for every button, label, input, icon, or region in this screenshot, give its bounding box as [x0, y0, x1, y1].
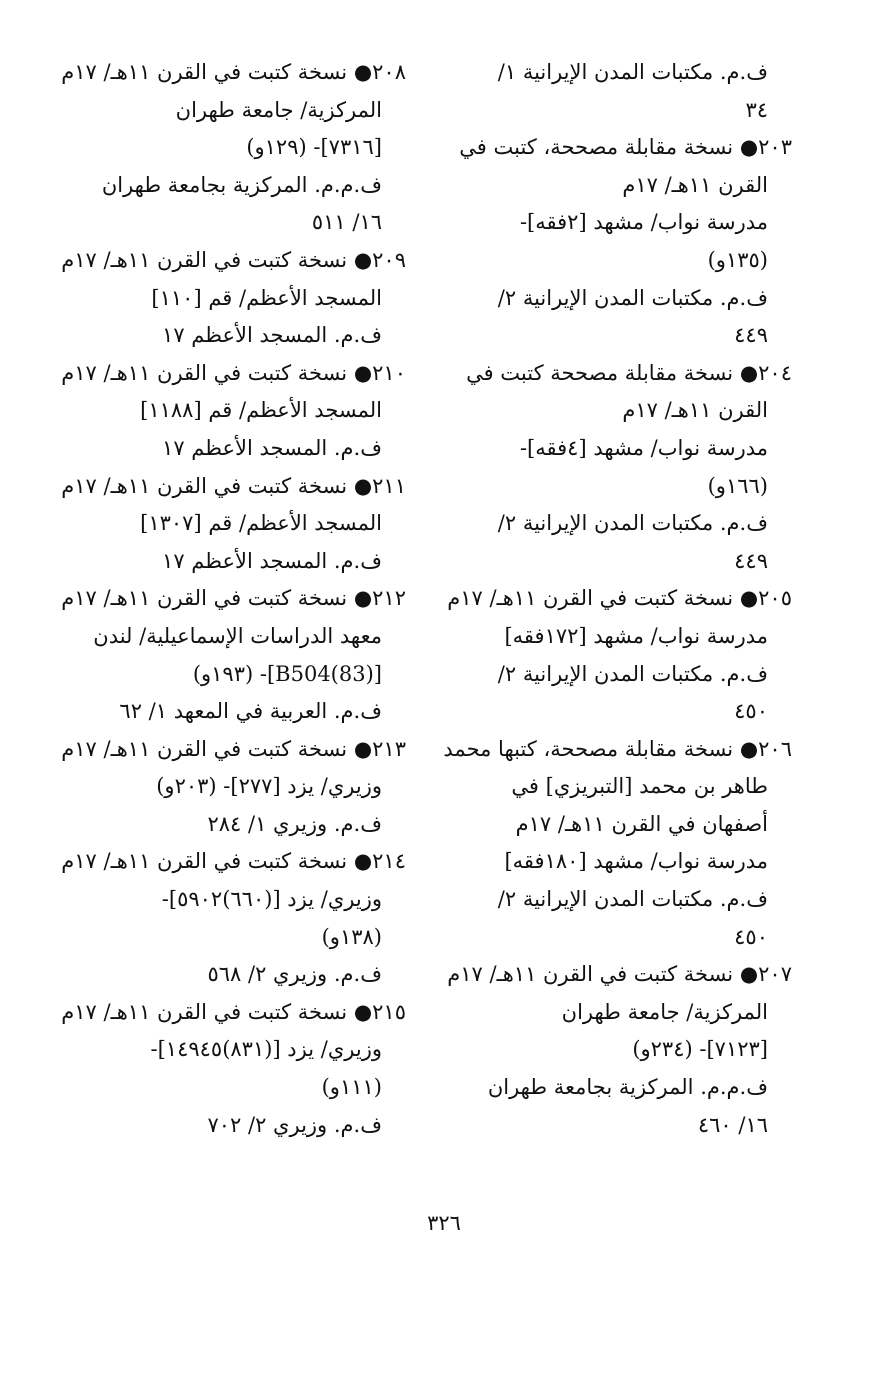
- entry-detail-line: ف.م. العربية في المعهد ١/ ٦٢: [119, 699, 382, 724]
- entry-heading-line: ٢١١● نسخة كتبت في القرن ١١هـ/ ١٧م: [61, 473, 406, 498]
- entry-detail-line: طاهر بن محمد [التبريزي] في: [511, 774, 768, 799]
- entry-detail-line: ف.م. وزيري ٢/ ٧٠٢: [207, 1112, 382, 1137]
- entry-detail-line: ف.م. مكتبات المدن الإيرانية ٢/: [497, 887, 768, 912]
- entry-heading-line: ٢١٣● نسخة كتبت في القرن ١١هـ/ ١٧م: [61, 736, 406, 761]
- entry-heading-line: ٢٠٧● نسخة كتبت في القرن ١١هـ/ ١٧م: [447, 962, 792, 987]
- entry-detail-line: وزيري/ يزد [(٨٣١)١٤٩٤٥]-: [150, 1037, 382, 1062]
- entry-detail-line: ف.م. المسجد الأعظم ١٧: [162, 548, 382, 573]
- entry-heading-line: ٢٠٥● نسخة كتبت في القرن ١١هـ/ ١٧م: [447, 586, 792, 611]
- entry-heading-line: ٢١٢● نسخة كتبت في القرن ١١هـ/ ١٧م: [61, 586, 406, 611]
- entry-detail-line: ف.م.م. المركزية بجامعة طهران: [487, 1075, 768, 1100]
- entry-detail-line: المسجد الأعظم/ قم [١١٨٨]: [140, 398, 382, 423]
- right-column: [443, 54, 792, 1144]
- entry-detail-line: (١٦٦و): [707, 473, 768, 498]
- entry-heading-line: ٢٠٣● نسخة مقابلة مصححة، كتبت في: [459, 135, 792, 160]
- entry-detail-line: ١٦/ ٤٦٠: [697, 1112, 768, 1137]
- entry-detail-line: ٤٤٩: [734, 548, 768, 573]
- entry-detail-line: ١٦/ ٥١١: [311, 210, 382, 235]
- entry-detail-line: (١١١و): [321, 1075, 382, 1100]
- entry-detail-line: ف.م. مكتبات المدن الإيرانية ٢/: [497, 661, 768, 686]
- entry-detail-line: وزيري/ يزد [(٦٦٠)٥٩٠٢]-: [161, 887, 382, 912]
- entry-detail-line: المركزية/ جامعة طهران: [175, 97, 382, 122]
- entry-detail-line: مدرسة نواب/ مشهد [٤فقه]-: [519, 435, 768, 460]
- entry-detail-line: ف.م. وزيري ٢/ ٥٦٨: [207, 962, 382, 987]
- entry-detail-line: ٤٥٠: [734, 699, 768, 724]
- entry-heading-line: ٢١٤● نسخة كتبت في القرن ١١هـ/ ١٧م: [61, 849, 406, 874]
- page-number: ٣٢٦: [427, 1211, 461, 1235]
- entry-detail-line: (١٣٨و): [321, 924, 382, 949]
- entry-detail-line: ف.م.م. المركزية بجامعة طهران: [101, 172, 382, 197]
- entry-heading-line: ٢٠٨● نسخة كتبت في القرن ١١هـ/ ١٧م: [61, 60, 406, 84]
- entry-detail-line: وزيري/ يزد [٢٧٧]- (٢٠٣و): [156, 774, 382, 799]
- entry-detail-line: ف.م. مكتبات المدن الإيرانية ١/: [497, 60, 768, 84]
- entry-detail-line: معهد الدراسات الإسماعيلية/ لندن: [93, 623, 382, 648]
- entry-detail-line: (١٣٥و): [707, 247, 768, 272]
- entry-detail-line: مدرسة نواب/ مشهد [٢فقه]-: [519, 210, 768, 235]
- entry-detail-line: القرن ١١هـ/ ١٧م: [622, 398, 768, 423]
- entry-detail-line: المركزية/ جامعة طهران: [561, 999, 768, 1024]
- entry-detail-line: ف.م. مكتبات المدن الإيرانية ٢/: [497, 511, 768, 536]
- entry-detail-line: [٧١٢٣]- (٢٣٤و): [632, 1037, 768, 1062]
- entry-detail-line: ف.م. مكتبات المدن الإيرانية ٢/: [497, 285, 768, 310]
- entry-heading-line: ٢١٠● نسخة كتبت في القرن ١١هـ/ ١٧م: [61, 360, 406, 385]
- entry-heading-line: ٢١٥● نسخة كتبت في القرن ١١هـ/ ١٧م: [61, 999, 406, 1024]
- entry-heading-line: ٢٠٤● نسخة مقابلة مصححة كتبت في: [466, 360, 792, 385]
- entry-detail-line: ٤٤٩: [734, 323, 768, 348]
- entry-detail-line: أصفهان في القرن ١١هـ/ ١٧م: [515, 811, 768, 836]
- entry-detail-line: مدرسة نواب/ مشهد [١٧٢فقه]: [504, 623, 768, 648]
- entry-detail-line: المسجد الأعظم/ قم [١١٠]: [151, 285, 382, 310]
- entry-detail-line: ٤٥٠: [734, 924, 768, 949]
- entry-heading-line: ٢٠٦● نسخة مقابلة مصححة، كتبها محمد: [443, 736, 792, 761]
- entry-detail-line: ف.م. وزيري ١/ ٢٨٤: [207, 811, 382, 836]
- entry-detail-line: القرن ١١هـ/ ١٧م: [622, 172, 768, 197]
- entry-detail-line: مدرسة نواب/ مشهد [١٨٠فقه]: [504, 849, 768, 874]
- entry-detail-line: ٣٤: [745, 97, 768, 122]
- left-column: [61, 54, 406, 1144]
- entry-detail-line: ف.م. المسجد الأعظم ١٧: [162, 435, 382, 460]
- entry-heading-line: ٢٠٩● نسخة كتبت في القرن ١١هـ/ ١٧م: [61, 247, 406, 272]
- entry-detail-line: المسجد الأعظم/ قم [١٣٠٧]: [140, 511, 382, 536]
- entry-detail-line: [B504(83)]- (١٩٣و): [192, 661, 382, 686]
- entry-detail-line: [٧٣١٦]- (١٢٩و): [246, 135, 382, 160]
- entry-detail-line: ف.م. المسجد الأعظم ١٧: [162, 323, 382, 348]
